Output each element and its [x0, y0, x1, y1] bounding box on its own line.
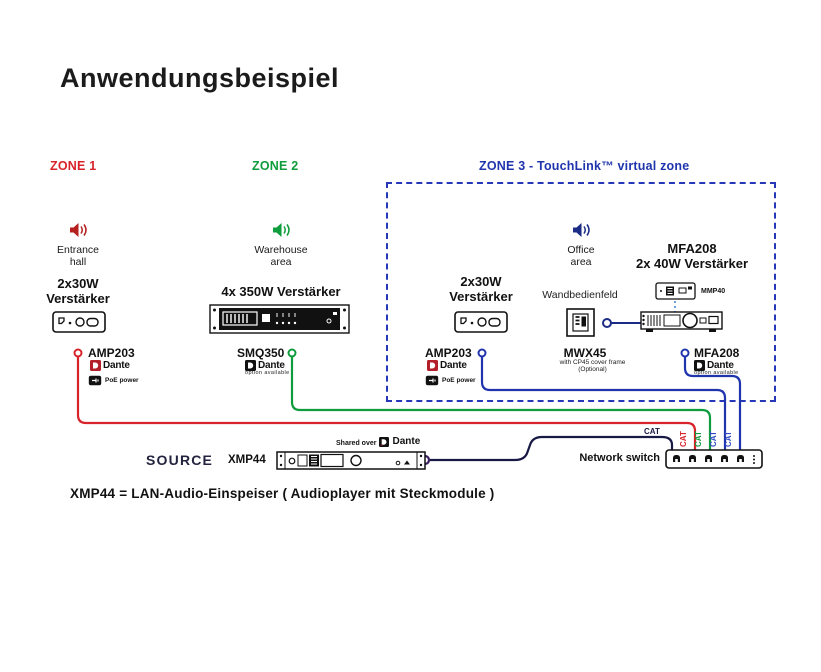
page-title: Anwendungsbeispiel	[60, 63, 340, 93]
zone3-amp-desc: 2x30W Verstärker	[449, 274, 513, 304]
cat-label-source: CAT	[644, 427, 660, 436]
zone2-amp-desc: 4x 350W Verstärker	[221, 284, 341, 299]
zone3-mfa-desc: MFA208 2x 40W Verstärker	[635, 241, 749, 271]
mmp40-label: MMP40	[701, 288, 726, 295]
dante-icon	[379, 437, 389, 447]
dante-icon	[90, 360, 101, 371]
network-switch-device	[665, 448, 763, 470]
cat-label-zone3-mfa: CAT	[724, 431, 733, 447]
zone2-label: ZONE 2	[252, 159, 299, 173]
mwx45-sublabel: with CP45 cover frame (Optional)	[559, 359, 626, 373]
amp203-zone1-device	[52, 311, 106, 333]
cat-label-zone3-amp: CAT	[709, 431, 718, 447]
poe-badge-zone3: PoE power	[425, 375, 476, 386]
dante-logo-mfa208: Dante option available	[694, 360, 739, 376]
zone1-amp-desc: 2x30W Verstärker	[46, 276, 110, 306]
dante-logo-zone2: Dante option available	[245, 360, 290, 376]
poe-icon	[425, 375, 439, 386]
caption: XMP44 = LAN-Audio-Einspeiser ( Audioplayer mit Steckmodule )	[70, 486, 495, 501]
amp203-zone3-label: AMP203	[425, 346, 472, 360]
xmp44-label: XMP44	[228, 454, 266, 466]
mfa208-label: MFA208	[694, 346, 740, 360]
mmp40-module-device	[655, 282, 696, 301]
shared-over-dante: Shared over Dante	[336, 436, 421, 447]
zone3-area-name: Office area	[567, 244, 595, 268]
mfa208-device	[639, 309, 725, 335]
poe-icon	[88, 375, 102, 386]
zone2-area-name: Warehouse area	[254, 244, 308, 268]
dante-logo-zone3-amp: Dante	[427, 360, 467, 371]
dante-logo-zone1: Dante	[90, 360, 130, 371]
mwx45-device	[566, 308, 595, 337]
source-label: SOURCE	[146, 452, 214, 468]
smq350-device	[209, 301, 350, 337]
xmp44-device	[276, 450, 426, 471]
amp203-zone3-device	[454, 311, 508, 333]
smq350-label: SMQ350	[237, 346, 285, 360]
cat-label-zone2: CAT	[694, 431, 703, 447]
amp203-zone1-label: AMP203	[88, 346, 135, 360]
zone1-area-name: Entrance hall	[56, 244, 100, 268]
mwx45-label: MWX45	[563, 346, 607, 360]
cat-label-zone1: CAT	[679, 431, 688, 447]
dante-icon	[427, 360, 438, 371]
zone1-label: ZONE 1	[50, 159, 97, 173]
network-switch-label: Network switch	[579, 452, 660, 464]
poe-badge-zone1: PoE power	[88, 375, 139, 386]
zone3-label: ZONE 3 - TouchLink™ virtual zone	[479, 159, 690, 173]
wall-panel-desc: Wandbedienfeld	[542, 289, 618, 301]
